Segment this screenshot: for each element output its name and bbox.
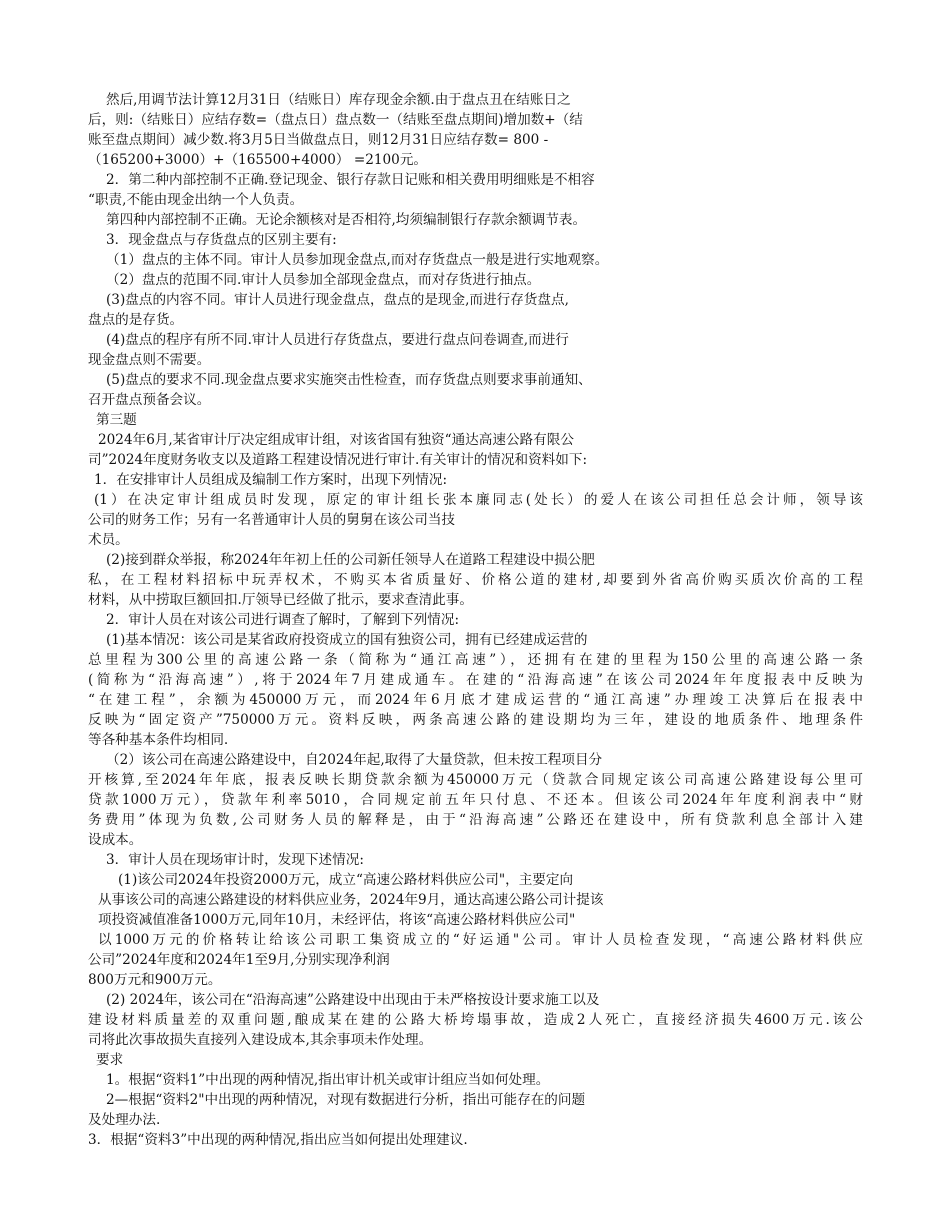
text-line: （2）盘点的范围不同.审计人员参加全部现金盘点，而对存货进行抽点。 [106,272,541,288]
text-line: (5)盘点的要求不同.现金盘点要求实施突击性检查，而存货盘点则要求事前通知、 [106,372,592,388]
text-line: 800万元和900万元。 [88,972,222,988]
text-line: “职责,不能由现金出纳一个人负责。 [88,192,304,208]
text-line: （165200+3000）+（165500+4000） =2100元。 [88,152,428,168]
text-line: 从事该公司的高速公路建设的材料供应业务，2024年9月，通达高速公路公司计提该 [98,892,604,908]
text-line: (简称为“沿海高速”）,将于2024年7月建成通车。在建的“沿海高速”在该公司2024年年度报表中反映为 [88,672,863,688]
text-line: 反映为“固定资产”750000万元。资料反映，两条高速公路的建设期均为三年，建设的地质条件、地理条件 [88,712,863,728]
text-line: （2）该公司在高速公路建设中，自2024年起,取得了大量贷款，但未按工程项目分 [106,752,603,768]
text-line: 1．在安排审计人员组成及编制工作方案时，出现下列情况: [94,472,448,488]
text-line: 1。根据“资料1”中出现的两种情况,指出审计机关或审计组应当如何处理。 [106,1072,550,1088]
text-line: 贷款1000万元），贷款年利率5010，合同规定前五年只付息、不还本。但该公司2024年年度利润表中“财 [88,792,863,808]
document-page [88,90,863,1150]
text-line: 3．审计人员在现场审计时，发现下述情况: [106,852,364,868]
text-line: 2024年6月,某省审计厅决定组成审计组，对该省国有独资“通达高速公路有限公 [98,432,574,448]
text-line: 3．现金盘点与存货盘点的区别主要有: [106,232,337,248]
text-line: 设成本。 [88,832,143,848]
text-line: (1)该公司2024年投资2000万元，成立“高速公路材料供应公司"，主要定向 [118,872,574,888]
text-line: 第三题 [96,412,137,428]
text-line: 然后,用调节法计算12月31日（结账日）库存现金余额.由于盘点丑在结账日之 [106,92,571,108]
text-line: 总里程为300公里的高速公路一条（简称为“通江高速”），还拥有在建的里程为150公里的高速公路一条 [88,652,863,668]
text-line: 司将此次事故损失直接列入建设成本,其余事项未作处理。 [88,1032,433,1048]
text-line: 材料，从中捞取巨额回扣.厅领导已经做了批示，要求查清此事。 [88,592,473,608]
text-line: 项投资减值准备1000万元,同年10月，未经评估，将该“高速公路材料供应公司" [98,912,576,928]
text-line: 开核算,至2024年年底，报表反映长期贷款余额为450000万元（贷款合同规定该公司高速公路建设每公里可 [88,772,863,788]
text-line: 及处理办法. [88,1112,161,1128]
text-line: 2．第二种内部控制不正确.登记现金、银行存款日记账和相关费用明细账是不相容 [106,172,595,188]
text-line: 司”2024年度财务收支以及道路工程建设情况进行审计.有关审计的情况和资料如下: [88,452,588,468]
text-line: (2)接到群众举报，称2024年年初上任的公司新任领导人在道路工程建设中损公肥 [106,552,595,568]
text-line: (1)基本情况：该公司是某省政府投资成立的国有独资公司，拥有已经建成运营的 [106,632,588,648]
text-line: 召开盘点预备会议。 [88,392,211,408]
text-line: (4)盘点的程序有所不同.审计人员进行存货盘点，要进行盘点问卷调查,而进行 [106,332,569,348]
text-line: 2．审计人员在对该公司进行调查了解时，了解到下列情况: [106,612,460,628]
text-line: (2) 2024年，该公司在“沿海高速”公路建设中出现由于未严格按设计要求施工以及 [106,992,600,1008]
text-line: 盘点的是存货。 [88,312,184,328]
text-line: (1）在决定审计组成员时发现，原定的审计组长张本廉同志(处长）的爱人在该公司担任总会计师，领导该 [94,492,863,508]
text-line: 私，在工程材料招标中玩弄权术，不购买本省质量好、价格公道的建材,却要到外省高价购买质次价高的工程 [88,572,863,588]
text-line: “在建工程”，余额为450000万元，而2024年6月底才建成运营的“通江高速”办理竣工决算后在报表中 [88,692,863,708]
text-line: 第四种内部控制不正确。无论余额核对是否相符,均须编制银行存款余额调节表。 [106,212,587,228]
text-line: 建设材料质量差的双重问题,酿成某在建的公路大桥垮塌事故，造成2人死亡，直接经济损失4600万元.该公 [88,1012,863,1028]
text-line: 术员。 [88,532,129,548]
text-line: 3．根据“资料3”中出现的两种情况,指出应当如何提出处理建议. [88,1132,468,1148]
text-line: 后，则:（结账日）应结存数=（盘点日）盘点数一（结账至盘点期间)增加数+（结 [88,112,583,128]
text-line: (3)盘点的内容不同。审计人员进行现金盘点，盘点的是现金,而进行存货盘点, [106,292,569,308]
text-line: 以1000万元的价格转让给该公司职工集资成立的“好运通"公司。审计人员检查发现，“高速公路材料供应 [98,932,863,948]
text-line: 公司”2024年度和2024年1至9月,分别实现净利润 [88,952,390,968]
text-line: 要求 [96,1052,124,1068]
text-line: 2—根据“资料2"中出现的两种情况，对现有数据进行分析，指出可能存在的问题 [106,1092,586,1108]
text-line: 务费用”体现为负数,公司财务人员的解释是，由于“沿海高速”公路还在建设中，所有贷款利息全部计入建 [88,812,863,828]
text-line: 等各种基本条件均相同. [88,732,229,748]
text-line: 账至盘点期间）减少数.将3月5日当做盘点日，则12月31日应结存数= 800 - [88,132,549,148]
text-line: （1）盘点的主体不同。审计人员参加现金盘点,而对存货盘点一般是进行实地观察。 [106,252,609,268]
text-line: 现金盘点则不需要。 [88,352,211,368]
text-line: 公司的财务工作；另有一名普通审计人员的舅舅在该公司当技 [88,512,456,528]
